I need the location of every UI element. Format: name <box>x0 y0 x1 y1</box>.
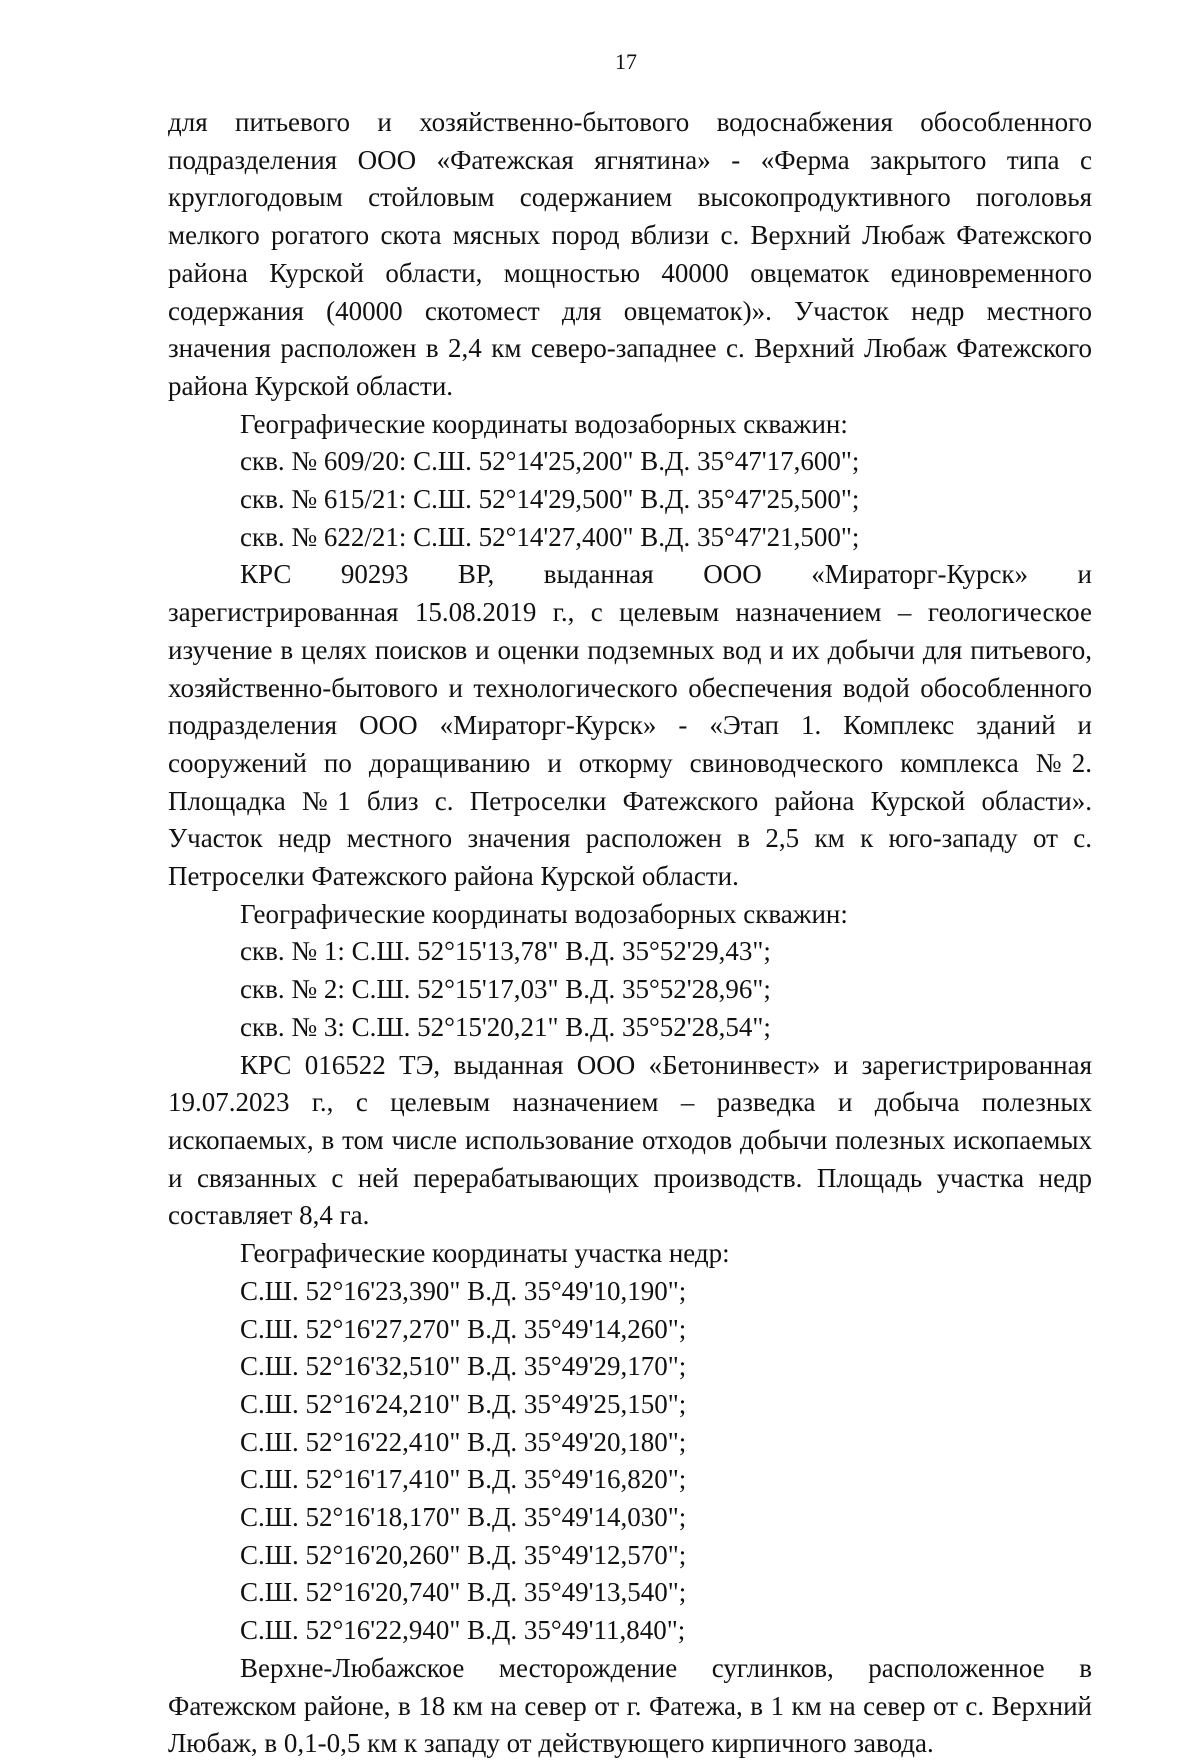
site-coordinate: С.Ш. 52°16'23,390" В.Д. 35°49'10,190"; <box>240 1275 687 1306</box>
site-coordinate: С.Ш. 52°16'20,260" В.Д. 35°49'12,570"; <box>240 1539 687 1570</box>
well-coordinate: скв. № 609/20: С.Ш. 52°14'25,200" В.Д. 35°47'17,600"; <box>240 446 860 477</box>
page-number: 17 <box>615 49 637 74</box>
site-coordinate: С.Ш. 52°16'22,940" В.Д. 35°49'11,840"; <box>240 1615 686 1646</box>
license-miratorg-first-line: КРС 90293 ВР, выданная ООО «Мираторг-Курск» и <box>240 559 1092 590</box>
coords-heading-wells-1: Географические координаты водозаборных скважин: <box>240 408 848 439</box>
site-coordinate: С.Ш. 52°16'24,210" В.Д. 35°49'25,150"; <box>240 1388 687 1419</box>
coords-heading-wells-2: Географические координаты водозаборных скважин: <box>240 898 848 929</box>
paragraph-miratorg: зарегистрированная 15.08.2019 г., с целевым назначением – геологическое изучение в целях поисков и оценки подземных вод и их добычи для питьевого, хозяйственно-бытового и технологического обеспечения водой обособленного подразделения ООО «Мираторг-Курск» - «Этап 1. Комплекс зданий и сооружений по доращиванию и откорму свиноводческого комплекса №2. Площадка №1 близ с. Петроселки Фатежского района Курской области». Участок недр местного значения расположен в 2,5 км к юго-западу от с. Петроселки Фатежского района Курской области. <box>168 597 1092 892</box>
well-coordinate: скв. № 3: С.Ш. 52°15'20,21" В.Д. 35°52'28,54"; <box>240 1011 771 1042</box>
well-coordinate: скв. № 2: С.Ш. 52°15'17,03" В.Д. 35°52'28,96"; <box>240 974 771 1005</box>
site-coordinate: С.Ш. 52°16'20,740" В.Д. 35°49'13,540"; <box>240 1577 687 1608</box>
paragraph-betoninvest: КРС 016522 ТЭ, выданная ООО «Бетонинвест» и зарегистрированная 19.07.2023 г., с целевым назначением – разведка и добыча полезных ископаемых, в том числе использование отходов добычи полезных ископаемых и связанных с ней перерабатывающих производств. Площадь участка недр составляет 8,4 га. <box>168 1049 1092 1231</box>
site-coordinate: С.Ш. 52°16'17,410" В.Д. 35°49'16,820"; <box>240 1464 687 1495</box>
coords-heading-site: Географические координаты участка недр: <box>240 1238 730 1269</box>
paragraph-deposit: Верхне-Любажское месторождение суглинков, расположенное в Фатежском районе, в 18 км на север от г. Фатежа, в 1 км на север от с. Верхний Любаж, в 0,1-0,5 км к западу от действующего кирпичного завода. <box>168 1652 1092 1759</box>
well-coordinate: скв. № 622/21: С.Ш. 52°14'27,400" В.Д. 35°47'21,500"; <box>240 521 860 552</box>
site-coordinate: С.Ш. 52°16'18,170" В.Д. 35°49'14,030"; <box>240 1502 687 1533</box>
well-coordinate: скв. № 615/21: С.Ш. 52°14'29,500" В.Д. 35°47'25,500"; <box>240 484 860 515</box>
site-coordinate: С.Ш. 52°16'32,510" В.Д. 35°49'29,170"; <box>240 1351 687 1382</box>
document-body <box>168 104 1092 1763</box>
paragraph-fatezh-lamb: для питьевого и хозяйственно-бытового водоснабжения обособленного подразделения ООО «Фатежская ягнятина» - «Ферма закрытого типа с круглогодовым стойловым содержанием высокопродуктивного поголовья мелкого рогатого скота мясных пород вблизи с. Верхний Любаж Фатежского района Курской области, мощностью 40000 овцематок единовременного содержания (40000 скотомест для овцематок)». Участок недр местного значения расположен в 2,4 км северо-западнее с. Верхний Любаж Фатежского района Курской области. <box>168 107 1092 401</box>
well-coordinate: скв. № 1: С.Ш. 52°15'13,78" В.Д. 35°52'29,43"; <box>240 936 771 967</box>
site-coordinate: С.Ш. 52°16'22,410" В.Д. 35°49'20,180"; <box>240 1426 687 1457</box>
site-coordinate: С.Ш. 52°16'27,270" В.Д. 35°49'14,260"; <box>240 1313 687 1344</box>
